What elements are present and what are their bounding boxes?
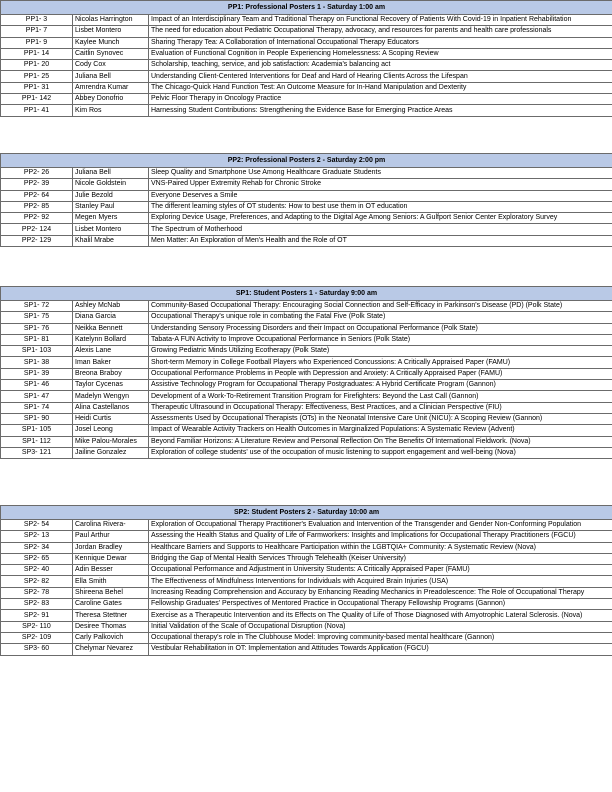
- table-row: [1, 576, 612, 587]
- presenter-name: Lisbet Montero: [73, 224, 149, 235]
- poster-title: Vestibular Rehabilitation in OT: Implementation and Attitudes Towards Application (FGCU): [149, 644, 612, 655]
- table-row: [1, 520, 612, 531]
- session-header: PP2: Professional Posters 2 - Saturday 2:00 pm: [1, 154, 612, 168]
- table-row: [1, 71, 612, 82]
- poster-title: Tabata-A FUN Activity to Improve Occupational Performance in Seniors (Polk State): [149, 334, 612, 345]
- table-row: [1, 224, 612, 235]
- session-sp1: [0, 286, 612, 459]
- presenter-name: Shireena Behel: [73, 587, 149, 598]
- presenter-name: Juliana Bell: [73, 168, 149, 179]
- presenter-name: Neikka Bennett: [73, 323, 149, 334]
- presenter-name: Caitlin Synovec: [73, 48, 149, 59]
- table-row: [1, 213, 612, 224]
- poster-title: Fellowship Graduates' Perspectives of Mentored Practice in Occupational Therapy Fellowship Programs (Gannon): [149, 599, 612, 610]
- poster-code: SP2- 110: [1, 621, 73, 632]
- poster-code: PP2- 64: [1, 190, 73, 201]
- session-table: [0, 505, 612, 656]
- poster-title: Impact of an Interdisciplinary Team and Traditional Therapy on Functional Recovery of Patients With Covid-19 in Inpatient Rehabilitation: [149, 15, 612, 26]
- poster-code: SP2- 34: [1, 542, 73, 553]
- poster-title: Impact of Wearable Activity Trackers on Health Outcomes in Marginalized Populations: A Systematic Review (Advent): [149, 425, 612, 436]
- table-row: [1, 413, 612, 424]
- presenter-name: Katelynn Bollard: [73, 334, 149, 345]
- poster-title: Understanding Sensory Processing Disorders and their Impact on Occupational Performance (Polk State): [149, 323, 612, 334]
- presenter-name: Heidi Curtis: [73, 413, 149, 424]
- presenter-name: Alexis Lane: [73, 346, 149, 357]
- poster-code: PP2- 39: [1, 179, 73, 190]
- poster-title: Healthcare Barriers and Supports to Healthcare Participation within the LGBTQIA+ Community: A Systematic Review (Nova): [149, 542, 612, 553]
- poster-title: Bridging the Gap of Mental Health Services Through Telehealth (Keiser University): [149, 553, 612, 564]
- table-row: [1, 301, 612, 312]
- presenter-name: Madelyn Wengyn: [73, 391, 149, 402]
- poster-code: PP1- 3: [1, 15, 73, 26]
- poster-title: Beyond Familiar Horizons: A Literature Review and Personal Reflection On The Benefits Of International Fieldwork. (Nova): [149, 436, 612, 447]
- poster-code: PP1- 7: [1, 26, 73, 37]
- presenter-name: Desiree Thomas: [73, 621, 149, 632]
- session-header: SP1: Student Posters 1 - Saturday 9:00 am: [1, 287, 612, 301]
- poster-code: PP1- 9: [1, 37, 73, 48]
- table-row: [1, 587, 612, 598]
- poster-title: Understanding Client-Centered Interventions for Deaf and Hard of Hearing Clients Across the Lifespan: [149, 71, 612, 82]
- session-table: [0, 153, 612, 247]
- presenter-name: Ella Smith: [73, 576, 149, 587]
- table-row: [1, 380, 612, 391]
- poster-code: SP1- 81: [1, 334, 73, 345]
- table-row: [1, 179, 612, 190]
- presenter-name: Julie Bezold: [73, 190, 149, 201]
- presenter-name: Abbey Donofrio: [73, 94, 149, 105]
- poster-code: SP2- 54: [1, 520, 73, 531]
- poster-title: Occupational Performance Problems in People with Depression and Anxiety: A Critically Appraised Paper (FAMU): [149, 368, 612, 379]
- presenter-name: Ashley McNab: [73, 301, 149, 312]
- presenter-name: Mike Palou-Morales: [73, 436, 149, 447]
- presenter-name: Kaylee Munch: [73, 37, 149, 48]
- poster-code: PP2- 124: [1, 224, 73, 235]
- table-row: [1, 26, 612, 37]
- poster-title: The Spectrum of Motherhood: [149, 224, 612, 235]
- table-row: [1, 37, 612, 48]
- session-sp2: [0, 505, 612, 656]
- table-row: [1, 94, 612, 105]
- poster-title: Initial Validation of the Scale of Occupational Disruption (Nova): [149, 621, 612, 632]
- table-row: [1, 190, 612, 201]
- table-row: [1, 312, 612, 323]
- poster-title: The Chicago-Quick Hand Function Test: An Outcome Measure for In-Hand Manipulation and Dexterity: [149, 82, 612, 93]
- poster-code: SP2- 82: [1, 576, 73, 587]
- poster-title: Occupational Performance and Adjustment in University Students: A Critically Appraised Paper (FAMU): [149, 565, 612, 576]
- presenter-name: Diana Garcia: [73, 312, 149, 323]
- poster-title: Therapeutic Ultrasound in Occupational Therapy: Effectiveness, Best Practices, and a Clinician Perspective (FIU): [149, 402, 612, 413]
- poster-title: Exploring Device Usage, Preferences, and Adapting to the Digital Age Among Seniors: A Gulfport Senior Center Exploratory Survey: [149, 213, 612, 224]
- presenter-name: Paul Arthur: [73, 531, 149, 542]
- poster-code: SP1- 90: [1, 413, 73, 424]
- table-row: [1, 565, 612, 576]
- poster-code: PP1- 142: [1, 94, 73, 105]
- presenter-name: Amrendra Kumar: [73, 82, 149, 93]
- poster-code: SP1- 38: [1, 357, 73, 368]
- poster-code: SP2- 65: [1, 553, 73, 564]
- poster-title: Community-Based Occupational Therapy: Encouraging Social Connection and Self-Efficacy in Parkinson's Disease (PD) (Polk State): [149, 301, 612, 312]
- table-row: [1, 346, 612, 357]
- presenter-name: Iman Baker: [73, 357, 149, 368]
- poster-code: PP2- 92: [1, 213, 73, 224]
- table-row: [1, 334, 612, 345]
- table-row: [1, 542, 612, 553]
- presenter-name: Megen Myers: [73, 213, 149, 224]
- poster-code: SP2- 78: [1, 587, 73, 598]
- table-row: [1, 60, 612, 71]
- poster-code: SP3- 60: [1, 644, 73, 655]
- poster-code: SP3- 121: [1, 447, 73, 458]
- table-row: [1, 168, 612, 179]
- table-row: [1, 436, 612, 447]
- table-row: [1, 644, 612, 655]
- presenter-name: Kim Ros: [73, 105, 149, 116]
- table-row: [1, 391, 612, 402]
- poster-title: Men Matter: An Exploration of Men's Health and the Role of OT: [149, 235, 612, 246]
- session-table: [0, 286, 612, 459]
- poster-title: Pelvic Floor Therapy in Oncology Practice: [149, 94, 612, 105]
- poster-title: The different learning styles of OT students: How to best use them in OT education: [149, 201, 612, 212]
- table-row: [1, 425, 612, 436]
- presenter-name: Kennique Dewar: [73, 553, 149, 564]
- table-row: [1, 15, 612, 26]
- table-row: [1, 402, 612, 413]
- table-row: [1, 632, 612, 643]
- table-row: [1, 368, 612, 379]
- poster-title: Scholarship, teaching, service, and job satisfaction: Academia's balancing act: [149, 60, 612, 71]
- poster-code: PP1- 20: [1, 60, 73, 71]
- session-table: [0, 0, 612, 117]
- poster-title: Everyone Deserves a Smile: [149, 190, 612, 201]
- poster-title: Growing Pediatric Minds Utilizing Ecotherapy (Polk State): [149, 346, 612, 357]
- table-row: [1, 357, 612, 368]
- table-row: [1, 82, 612, 93]
- table-row: [1, 48, 612, 59]
- poster-code: PP2- 129: [1, 235, 73, 246]
- poster-code: SP2- 13: [1, 531, 73, 542]
- table-row: [1, 621, 612, 632]
- poster-code: SP1- 47: [1, 391, 73, 402]
- poster-code: SP2- 91: [1, 610, 73, 621]
- table-row: [1, 531, 612, 542]
- presenter-name: Carly Palkovich: [73, 632, 149, 643]
- table-row: [1, 235, 612, 246]
- poster-code: SP2- 83: [1, 599, 73, 610]
- table-row: [1, 610, 612, 621]
- presenter-name: Adin Besser: [73, 565, 149, 576]
- poster-code: SP1- 76: [1, 323, 73, 334]
- poster-code: PP1- 14: [1, 48, 73, 59]
- poster-title: Occupational therapy's role in The Clubhouse Model: Improving community-based mental healthcare (Gannon): [149, 632, 612, 643]
- poster-code: SP2- 109: [1, 632, 73, 643]
- poster-title: Exploration of college students' use of the occupation of music listening to support engagement and well-being (Nova): [149, 447, 612, 458]
- presenter-name: Josel Leong: [73, 425, 149, 436]
- presenter-name: Carolina Rivera-: [73, 520, 149, 531]
- presenter-name: Caroline Gates: [73, 599, 149, 610]
- presenter-name: Stanley Paul: [73, 201, 149, 212]
- poster-title: The need for education about Pediatric Occupational Therapy, advocacy, and resources for parents and health care professionals: [149, 26, 612, 37]
- presenter-name: Juliana Bell: [73, 71, 149, 82]
- presenter-name: Nicolas Harrington: [73, 15, 149, 26]
- presenter-name: Chelymar Nevarez: [73, 644, 149, 655]
- presenter-name: Cody Cox: [73, 60, 149, 71]
- poster-title: Short-term Memory in College Football Players who Experienced Concussions: A Critically Appraised Paper (FAMU): [149, 357, 612, 368]
- table-row: [1, 553, 612, 564]
- presenter-name: Lisbet Montero: [73, 26, 149, 37]
- table-row: [1, 201, 612, 212]
- presenter-name: Taylor Cycenas: [73, 380, 149, 391]
- poster-code: PP1- 31: [1, 82, 73, 93]
- presenter-name: Khalil Mrabe: [73, 235, 149, 246]
- presenter-name: Breona Braboy: [73, 368, 149, 379]
- presenter-name: Nicole Goldstein: [73, 179, 149, 190]
- poster-code: PP1- 41: [1, 105, 73, 116]
- poster-title: Sleep Quality and Smartphone Use Among Healthcare Graduate Students: [149, 168, 612, 179]
- presenter-name: Alina Castellanos: [73, 402, 149, 413]
- presenter-name: Theresa Stettner: [73, 610, 149, 621]
- presenter-name: Jailine Gonzalez: [73, 447, 149, 458]
- poster-title: VNS-Paired Upper Extremity Rehab for Chronic Stroke: [149, 179, 612, 190]
- poster-code: SP1- 75: [1, 312, 73, 323]
- poster-title: Increasing Reading Comprehension and Accuracy by Enhancing Reading Mechanics in Preadolescence: The Role of Occupational Therapy: [149, 587, 612, 598]
- poster-title: Exercise as a Therapeutic Intervention and its Effects on The Quality of Life of Those Diagnosed with Amyotrophic Lateral Sclerosis. (Nova): [149, 610, 612, 621]
- session-pp2: [0, 153, 612, 247]
- poster-title: Exploration of Occupational Therapy Practitioner's Evaluation and Intervention of the Transgender and Gender Non-Conforming Population: [149, 520, 612, 531]
- poster-code: PP1- 25: [1, 71, 73, 82]
- poster-code: SP1- 112: [1, 436, 73, 447]
- poster-title: The Effectiveness of Mindfulness Interventions for Individuals with Acquired Brain Injuries (USA): [149, 576, 612, 587]
- poster-title: Sharing Therapy Tea: A Collaboration of International Occupational Therapy Educators: [149, 37, 612, 48]
- poster-title: Assistive Technology Program for Occupational Therapy Postgraduates: A Hybrid Certificate Program (Gannon): [149, 380, 612, 391]
- poster-title: Evaluation of Functional Cognition in People Experiencing Homelessness: A Scoping Review: [149, 48, 612, 59]
- table-row: [1, 599, 612, 610]
- poster-code: SP1- 74: [1, 402, 73, 413]
- poster-code: PP2- 85: [1, 201, 73, 212]
- poster-code: SP2- 40: [1, 565, 73, 576]
- session-header: PP1: Professional Posters 1 - Saturday 1:00 am: [1, 1, 612, 15]
- table-row: [1, 323, 612, 334]
- poster-code: SP1- 39: [1, 368, 73, 379]
- poster-title: Development of a Work-To-Retirement Transition Program for Firefighters: Beyond the Last Call (Gannon): [149, 391, 612, 402]
- poster-title: Assessing the Health Status and Quality of Life of Farmworkers: Insights and Implications for Occupational Therapy Practitioners (FGCU): [149, 531, 612, 542]
- poster-code: SP1- 103: [1, 346, 73, 357]
- poster-code: SP1- 105: [1, 425, 73, 436]
- poster-code: PP2- 26: [1, 168, 73, 179]
- poster-code: SP1- 46: [1, 380, 73, 391]
- poster-title: Assessments Used by Occupational Therapists (OTs) in the Neonatal Intensive Care Unit (NICU): A Scoping Review (Gannon): [149, 413, 612, 424]
- table-row: [1, 105, 612, 116]
- poster-code: SP1- 72: [1, 301, 73, 312]
- presenter-name: Jordan Bradley: [73, 542, 149, 553]
- poster-title: Harnessing Student Contributions: Strengthening the Evidence Base for Emerging Practice Areas: [149, 105, 612, 116]
- table-row: [1, 447, 612, 458]
- session-pp1: [0, 0, 612, 117]
- session-header: SP2: Student Posters 2 - Saturday 10:00 am: [1, 506, 612, 520]
- poster-title: Occupational Therapy's unique role in combating the Fatal Five (Polk State): [149, 312, 612, 323]
